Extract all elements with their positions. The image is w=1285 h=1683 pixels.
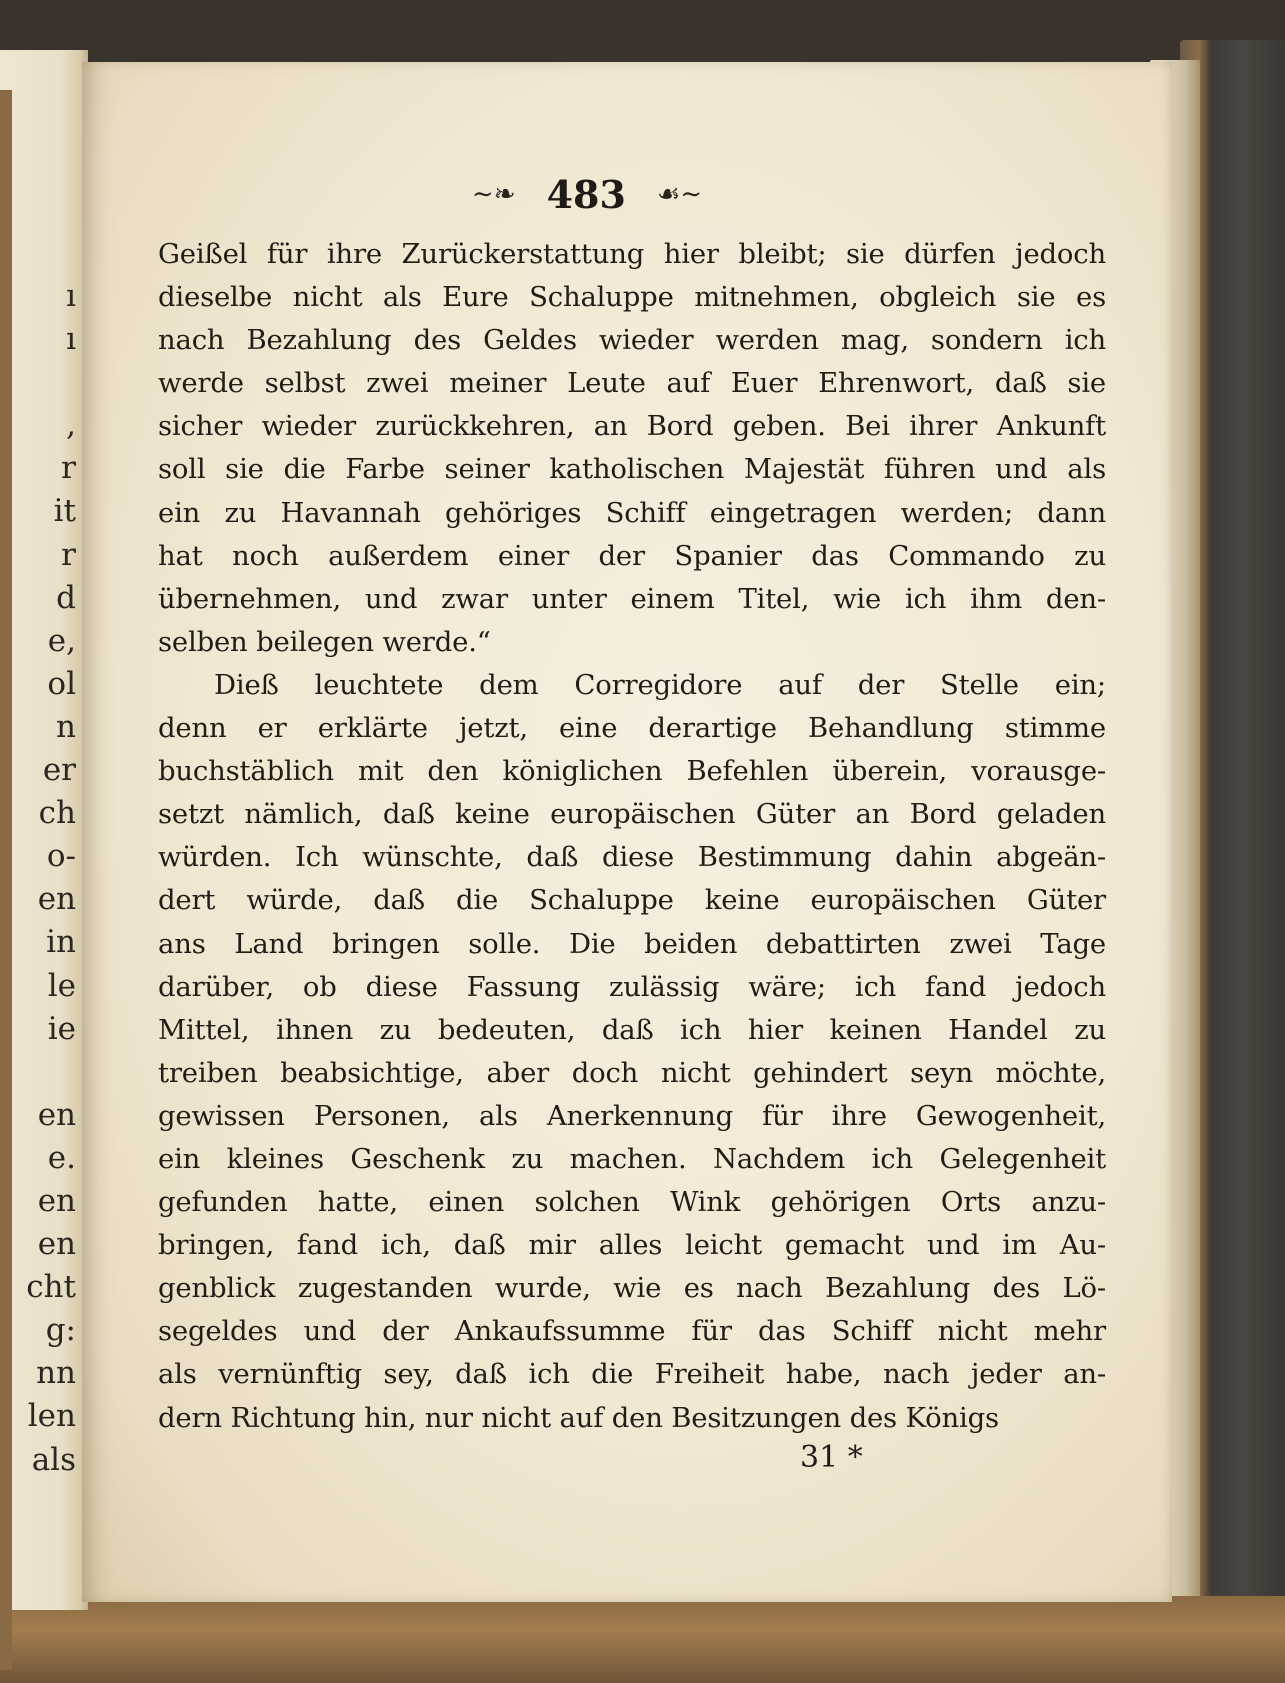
left-page-fragment: ol bbox=[47, 665, 76, 702]
left-page-fragment: als bbox=[31, 1441, 76, 1478]
left-page-fragment: ı bbox=[66, 278, 76, 314]
left-page-fragment: ch bbox=[38, 795, 76, 832]
text-line: sicher wieder zurückkehren, an Bord geben. Bei ihrer Ankunft bbox=[158, 410, 1106, 443]
text-line: soll sie die Farbe seiner katholischen Majestät führen und als bbox=[158, 453, 1106, 486]
left-page-fragment: ı bbox=[66, 321, 76, 358]
left-page-fragment: cht bbox=[26, 1269, 76, 1306]
left-page-fragment: o- bbox=[46, 838, 76, 875]
text-line: Dieß leuchtete dem Corregidore auf der Stelle ein; bbox=[214, 668, 1106, 701]
text-line: setzt nämlich, daß keine europäischen Güter an Bord geladen bbox=[158, 798, 1106, 831]
text-line: dern Richtung hin, nur nicht auf den Besitzungen des Königs bbox=[158, 1401, 999, 1434]
text-line: denn er erklärte jetzt, eine derartige Behandlung stimme bbox=[158, 712, 1106, 745]
left-page-fragment: nn bbox=[36, 1355, 76, 1392]
page-header bbox=[82, 172, 1092, 217]
text-line: treiben beabsichtige, aber doch nicht gehindert seyn möchte, bbox=[158, 1056, 1106, 1089]
left-page-fragment: len bbox=[27, 1398, 76, 1435]
text-line: darüber, ob diese Fassung zulässig wäre; ich fand jedoch bbox=[158, 970, 1106, 1003]
left-page bbox=[0, 50, 88, 1610]
left-page-fragment: d bbox=[56, 579, 76, 616]
text-line: gefunden hatte, einen solchen Wink gehörigen Orts anzu- bbox=[158, 1186, 1106, 1219]
left-page-fragment: e. bbox=[47, 1139, 76, 1176]
printer-signature-mark: 31 * bbox=[800, 1440, 863, 1475]
text-line: bringen, fand ich, daß mir alles leicht gemacht und im Au- bbox=[158, 1229, 1106, 1262]
book-page bbox=[82, 62, 1172, 1602]
text-line: ans Land bringen solle. Die beiden debattirten zwei Tage bbox=[158, 927, 1106, 960]
text-line: buchstäblich mit den königlichen Befehlen überein, vorausge- bbox=[158, 755, 1106, 788]
left-page-fragment: in bbox=[46, 924, 76, 961]
text-line: ein zu Havannah gehöriges Schiff eingetragen werden; dann bbox=[158, 496, 1106, 529]
left-page-text-fragments bbox=[0, 275, 80, 1482]
left-page-fragment: en bbox=[37, 1096, 76, 1133]
left-page-fragment: en bbox=[37, 881, 76, 918]
left-page-fragment: ie bbox=[47, 1010, 76, 1047]
text-line: hat noch außerdem einer der Spanier das Commando zu bbox=[158, 539, 1106, 572]
ornament-right-icon: ☙∼ bbox=[657, 179, 703, 210]
text-line: gewissen Personen, als Anerkennung für ihre Gewogenheit, bbox=[158, 1099, 1106, 1132]
text-line: genblick zugestanden wurde, wie es nach Bezahlung des Lö- bbox=[158, 1272, 1106, 1305]
left-page-fragment: r bbox=[61, 536, 76, 573]
text-line: segeldes und der Ankaufssumme für das Schiff nicht mehr bbox=[158, 1315, 1106, 1348]
left-page-fragment: en bbox=[37, 1226, 76, 1263]
left-page-fragment bbox=[0, 361, 76, 404]
left-page-fragment: n bbox=[56, 708, 76, 745]
text-line: dieselbe nicht als Eure Schaluppe mitnehmen, obgleich sie es bbox=[158, 281, 1106, 314]
left-page-fragment: en bbox=[37, 1182, 76, 1219]
text-line: selben beilegen werde.“ bbox=[158, 625, 491, 658]
text-line: werde selbst zwei meiner Leute auf Euer Ehrenwort, daß sie bbox=[158, 367, 1106, 400]
page-body-text bbox=[158, 233, 1106, 1440]
page-number: 483 bbox=[546, 172, 626, 217]
left-page-fragment: e, bbox=[47, 622, 76, 659]
text-line: Geißel für ihre Zurückerstattung hier bleibt; sie dürfen jedoch bbox=[158, 238, 1106, 270]
text-line: übernehmen, und zwar unter einem Titel, wie ich ihm den- bbox=[158, 582, 1106, 615]
book-cover-bottom bbox=[0, 1596, 1285, 1683]
text-line: als vernünftig sey, daß ich die Freiheit habe, nach jeder an- bbox=[158, 1358, 1106, 1391]
left-page-fragment: it bbox=[53, 493, 76, 530]
left-page-fragment: , bbox=[66, 407, 76, 444]
ornament-left-icon: ∼❧ bbox=[471, 179, 516, 210]
text-line: Mittel, ihnen zu bedeuten, daß ich hier keinen Handel zu bbox=[158, 1013, 1106, 1046]
left-page-fragment: g: bbox=[45, 1312, 76, 1349]
text-line: würden. Ich wünschte, daß diese Bestimmung dahin abgeän- bbox=[158, 841, 1106, 874]
left-page-fragment: er bbox=[42, 752, 76, 789]
text-line: dert würde, daß die Schaluppe keine europäischen Güter bbox=[158, 884, 1106, 917]
text-line: nach Bezahlung des Geldes wieder werden mag, sondern ich bbox=[158, 324, 1106, 357]
text-line: ein kleines Geschenk zu machen. Nachdem ich Gelegenheit bbox=[158, 1142, 1106, 1175]
left-page-fragment bbox=[0, 1051, 76, 1094]
left-page-fragment: le bbox=[47, 967, 76, 1004]
left-page-fragment: r bbox=[61, 450, 76, 487]
